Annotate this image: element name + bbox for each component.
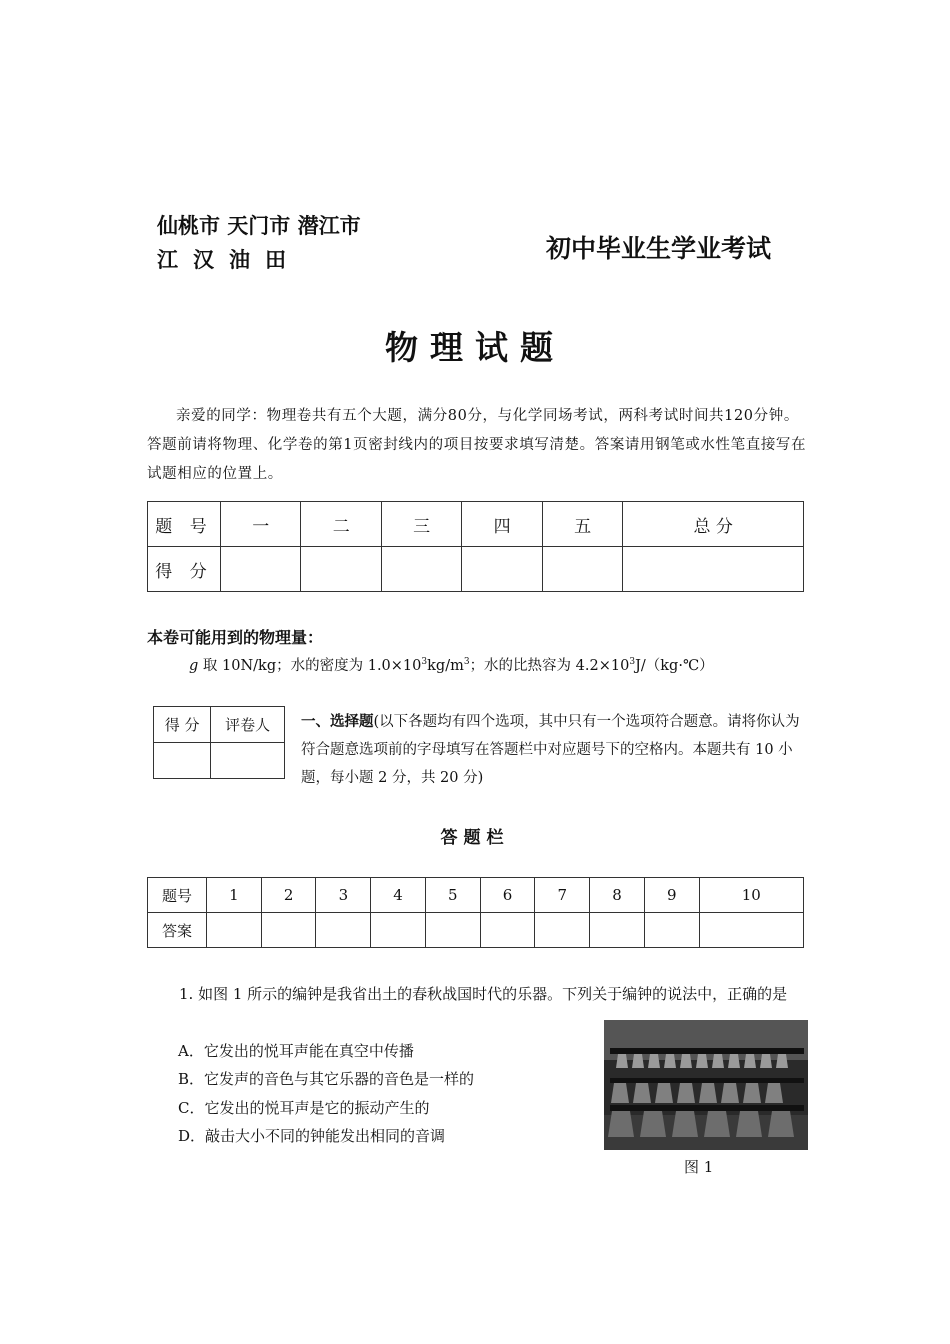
section1-instructions [301,708,811,792]
answer-row-label: 题号 [148,878,207,913]
city-char: 江 [157,248,178,272]
answer-table-answer-row [148,913,804,948]
answer-table-number-row [148,878,804,913]
question-number-cell: 2 [261,878,316,913]
question1-stem: 1. 如图 1 所示的编钟是我省出土的春秋战国时代的乐器。下列关于编钟的说法中，正确的是 [179,985,788,1003]
answer-cell[interactable] [590,913,645,948]
section1-heading: 一、选择题 [301,714,374,730]
answer-table-title: 答题栏 [440,828,510,848]
score-row-label: 得 分 [148,547,221,592]
heat-text: ；水的比热容为 4.2×10 [469,658,630,674]
question-number-cell: 5 [425,878,480,913]
answer-cell[interactable] [371,913,426,948]
bianzhong-photo [604,1020,808,1150]
constants-g-text: 取 10N/kg；水的密度为 1.0×10 [198,658,422,674]
score-header-cell: 三 [381,502,461,547]
question1-option-c: C．它发出的悦耳声是它的振动产生的 [178,1099,430,1117]
grader-score-label: 得 分 [154,707,211,743]
score-header-cell: 题 号 [148,502,221,547]
score-table-score-row [148,547,804,592]
score-cell[interactable] [623,547,804,592]
intro-paragraph: 亲爱的同学：物理卷共有五个大题，满分80分，与化学同场考试，两科考试时间共120分钟。答题前请将物理、化学卷的第1页密封线内的项目按要求填写清楚。答案请用钢笔或水性笔直接写在试题相应的位置上。 [147,408,807,482]
figure-caption: 图 1 [684,1158,714,1176]
heat-unit: J/（kg·℃） [635,658,714,674]
score-cell[interactable] [462,547,542,592]
exponent: 3 [421,657,428,668]
section1-text: (以下各题均有四个选项，其中只有一个选项符合题意。请将你认为符合题意选项前的字母填写在答题栏中对应题号下的空格内。本题共有 10 小题，每小题 2 分，共 20 分) [301,714,800,786]
question-number-cell: 7 [535,878,590,913]
constants-title: 本卷可能用到的物理量： [147,628,324,647]
density-unit: kg/m [427,658,464,674]
exponent: 3 [463,657,470,668]
grader-name-cell[interactable] [211,743,285,779]
question1-option-a: A．它发出的悦耳声能在真空中传播 [178,1042,414,1060]
g-symbol: g [189,658,199,674]
answer-row-label: 答案 [148,913,207,948]
cities-line1: 仙桃市 天门市 潜江市 [157,214,361,238]
answer-table [147,877,804,948]
answer-cell[interactable] [535,913,590,948]
question-number-cell: 9 [644,878,699,913]
score-header-cell: 一 [221,502,301,547]
question-number-cell: 6 [480,878,535,913]
question-number-cell: 4 [371,878,426,913]
score-cell[interactable] [221,547,301,592]
answer-cell[interactable] [316,913,371,948]
score-header-cell: 总 分 [623,502,804,547]
score-header-cell: 二 [301,502,381,547]
city-char: 油 [229,248,250,272]
answer-cell[interactable] [480,913,535,948]
question1-option-b: B．它发声的音色与其它乐器的音色是一样的 [178,1070,475,1088]
answer-cell[interactable] [261,913,316,948]
page-title: 物理试题 [385,328,565,367]
header-cities [157,209,361,277]
score-cell[interactable] [381,547,461,592]
question1-option-d: D．敲击大小不同的钟能发出相同的音调 [178,1127,446,1145]
question-number-cell: 8 [590,878,645,913]
question-number-cell: 3 [316,878,371,913]
score-table-header-row [148,502,804,547]
city-char: 汉 [193,248,214,272]
score-cell[interactable] [542,547,622,592]
answer-cell[interactable] [207,913,262,948]
grader-score-cell[interactable] [154,743,211,779]
cities-line2 [157,243,361,277]
score-cell[interactable] [301,547,381,592]
exam-name: 初中毕业生学业考试 [546,234,772,263]
exponent: 3 [629,657,636,668]
answer-cell[interactable] [425,913,480,948]
question-number-cell: 10 [699,878,803,913]
constants-body [189,654,714,675]
score-table [147,501,804,592]
city-char: 田 [265,248,286,272]
answer-cell[interactable] [644,913,699,948]
score-header-cell: 五 [542,502,622,547]
question-number-cell: 1 [207,878,262,913]
answer-cell[interactable] [699,913,803,948]
grader-table [153,706,285,779]
grader-name-label: 评卷人 [211,707,285,743]
score-header-cell: 四 [462,502,542,547]
